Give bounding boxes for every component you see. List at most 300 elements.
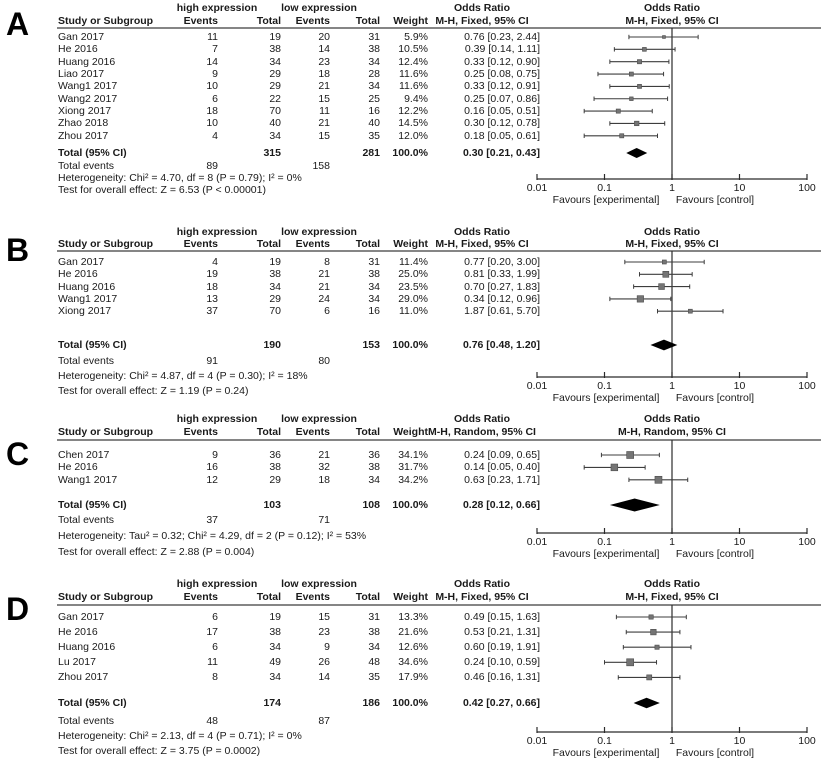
axis-tick-label: 100 — [798, 735, 816, 747]
weight-value: 11.4% — [399, 256, 428, 268]
events-low-value: 14 — [318, 43, 330, 56]
or-ci-text: 0.39 [0.14, 1.11] — [464, 43, 540, 56]
study-name: Lu 2017 — [58, 656, 96, 669]
events-low-value: 8 — [324, 256, 330, 268]
events-high-value: 7 — [212, 43, 218, 56]
or-ci-text: 0.63 [0.23, 1.71] — [464, 473, 540, 486]
total-low-total: 108 — [362, 499, 380, 511]
events-low-value: 15 — [318, 611, 330, 623]
or-ci-text: 0.77 [0.20, 3.00] — [464, 256, 540, 268]
total-high-value: 29 — [269, 80, 281, 93]
effect-size-marker — [629, 72, 633, 76]
group-header-high-expression: high expression — [176, 226, 258, 238]
weight-value: 13.3% — [398, 611, 428, 623]
effect-size-marker — [655, 476, 662, 483]
heterogeneity-text: Heterogeneity: Chi² = 2.13, df = 4 (P = 0.71); I² = 0% — [58, 730, 302, 742]
column-header-total-high: Total — [256, 591, 281, 603]
weight-value: 29.0% — [398, 292, 428, 305]
or-ci-text: 0.33 [0.12, 0.91] — [464, 80, 540, 93]
overall-effect-text: Test for overall effect: Z = 2.88 (P = 0.004) — [58, 546, 255, 558]
weight-value: 5.9% — [404, 31, 428, 43]
heterogeneity-text: Heterogeneity: Tau² = 0.32; Chi² = 4.29, df = 2 (P = 0.12); I² = 53% — [58, 530, 367, 542]
total-low-value: 34 — [368, 280, 380, 293]
events-low-value: 15 — [318, 92, 330, 105]
total-events-label: Total events — [58, 355, 115, 367]
events-high-value: 10 — [206, 80, 218, 93]
events-high-value: 11 — [207, 31, 218, 43]
total-low-value: 35 — [368, 129, 380, 142]
study-name: He 2016 — [58, 461, 98, 474]
weight-value: 10.5% — [398, 43, 428, 56]
or-ci-text: 0.25 [0.07, 0.86] — [464, 92, 540, 105]
events-high-value: 6 — [212, 92, 218, 105]
events-low-value: 21 — [318, 117, 330, 130]
events-low-value: 11 — [319, 105, 330, 118]
effect-size-marker — [627, 659, 634, 666]
study-name: Chen 2017 — [58, 449, 110, 461]
weight-value: 11.6% — [399, 68, 428, 81]
or-column-title: Odds Ratio — [453, 226, 510, 238]
total-high-value: 38 — [269, 626, 281, 639]
pooled-diamond — [610, 499, 660, 512]
total-weight: 100.0% — [392, 499, 428, 511]
group-header-low-expression: low expression — [281, 2, 357, 14]
weight-value: 34.1% — [398, 449, 428, 461]
total-high-value: 70 — [269, 305, 281, 318]
effect-size-marker — [611, 464, 618, 471]
or-ci-text: 0.76 [0.23, 2.44] — [464, 31, 540, 43]
total-low-value: 34 — [368, 641, 380, 654]
total-high-total: 190 — [263, 339, 281, 351]
total-low-value: 35 — [368, 671, 380, 684]
total-weight: 100.0% — [392, 697, 428, 709]
study-name: Huang 2016 — [58, 280, 116, 293]
weight-value: 14.5% — [398, 117, 428, 130]
or-ci-text: 0.46 [0.16, 1.31] — [464, 671, 540, 684]
events-high-value: 16 — [206, 461, 218, 474]
panel-label: A — [6, 6, 30, 42]
events-low-value: 9 — [324, 641, 330, 654]
group-header-low-expression: low expression — [281, 578, 357, 590]
or-ci-text: 0.18 [0.05, 0.61] — [464, 129, 540, 142]
column-header-events-low: Events — [295, 15, 330, 27]
total-low-value: 38 — [368, 268, 380, 281]
total-events-low: 87 — [318, 715, 330, 727]
axis-tick-label: 1 — [669, 380, 675, 392]
events-high-value: 4 — [212, 129, 218, 142]
or-ci-text: 0.81 [0.33, 1.99] — [464, 268, 540, 281]
total-low-value: 34 — [368, 80, 380, 93]
method-plot-header: M-H, Fixed, 95% CI — [625, 15, 719, 27]
study-name: He 2016 — [58, 626, 98, 639]
events-low-value: 24 — [318, 292, 330, 305]
column-header-study: Study or Subgroup — [58, 591, 154, 603]
or-ci-text: 0.24 [0.09, 0.65] — [464, 449, 540, 461]
favours-right-label: Favours [control] — [675, 747, 755, 759]
axis-tick-label: 0.1 — [597, 735, 612, 747]
total-row-label: Total (95% CI) — [58, 147, 127, 159]
total-low-total: 281 — [362, 147, 380, 159]
axis-tick-label: 0.1 — [597, 182, 612, 194]
study-name: Gan 2017 — [58, 611, 105, 623]
effect-size-marker — [659, 284, 665, 290]
column-header-events-high: Events — [183, 591, 218, 603]
axis-tick-label: 0.01 — [526, 735, 548, 747]
total-or-ci-text: 0.42 [0.27, 0.66] — [462, 697, 540, 709]
column-header-total-high: Total — [256, 426, 281, 438]
study-name: He 2016 — [58, 43, 98, 56]
total-low-value: 28 — [368, 68, 380, 81]
favours-left-label: Favours [experimental] — [552, 747, 660, 759]
axis-tick-label: 0.01 — [526, 182, 548, 194]
group-header-high-expression: high expression — [176, 578, 258, 590]
events-high-value: 9 — [212, 68, 218, 81]
axis-tick-label: 10 — [733, 735, 746, 747]
column-header-weight: Weight — [393, 426, 428, 438]
or-ci-text: 0.24 [0.10, 0.59] — [464, 656, 540, 669]
weight-value: 12.2% — [398, 105, 428, 118]
group-header-low-expression: low expression — [281, 226, 357, 238]
total-events-label: Total events — [58, 160, 115, 172]
total-low-value: 16 — [368, 105, 380, 118]
effect-size-marker — [688, 309, 692, 313]
or-ci-text: 0.25 [0.08, 0.75] — [464, 68, 540, 81]
method-plot-header: M-H, Fixed, 95% CI — [625, 238, 719, 250]
weight-value: 17.9% — [398, 671, 428, 684]
column-header-weight: Weight — [393, 15, 428, 27]
column-header-total-low: Total — [355, 426, 380, 438]
effect-size-marker — [649, 615, 653, 619]
effect-size-marker — [637, 60, 641, 64]
events-high-value: 4 — [212, 256, 218, 268]
column-header-events-high: Events — [183, 15, 218, 27]
events-low-value: 23 — [318, 55, 330, 68]
weight-value: 12.4% — [398, 55, 428, 68]
axis-tick-label: 100 — [798, 536, 816, 548]
total-or-ci-text: 0.76 [0.48, 1.20] — [462, 339, 540, 351]
total-row-label: Total (95% CI) — [58, 339, 127, 351]
study-name: Xiong 2017 — [58, 105, 112, 118]
effect-size-marker — [620, 134, 624, 138]
total-events-high: 91 — [206, 355, 218, 367]
or-ci-text: 0.33 [0.12, 0.90] — [464, 55, 540, 68]
method-plot-header: M-H, Fixed, 95% CI — [625, 591, 719, 603]
total-low-value: 34 — [368, 473, 380, 486]
or-ci-text: 1.87 [0.61, 5.70] — [464, 305, 540, 318]
column-header-events-high: Events — [183, 238, 218, 250]
group-header-high-expression: high expression — [176, 413, 258, 425]
group-header-high-expression: high expression — [176, 2, 258, 14]
events-low-value: 21 — [318, 268, 330, 281]
effect-size-marker — [616, 109, 620, 113]
study-name: Liao 2017 — [58, 68, 105, 81]
total-events-label: Total events — [58, 514, 115, 526]
events-high-value: 10 — [206, 117, 218, 130]
events-high-value: 12 — [206, 473, 218, 486]
panel-label: D — [6, 591, 30, 627]
method-column-header: M-H, Random, 95% CI — [428, 426, 536, 438]
pooled-diamond — [626, 148, 647, 158]
total-high-total: 315 — [263, 147, 281, 159]
or-column-title: Odds Ratio — [453, 2, 510, 14]
weight-value: 23.5% — [398, 280, 428, 293]
weight-value: 34.6% — [398, 656, 428, 669]
study-name: Wang1 2017 — [58, 80, 118, 93]
total-high-value: 29 — [269, 68, 281, 81]
overall-effect-text: Test for overall effect: Z = 1.19 (P = 0.24) — [58, 385, 249, 397]
events-high-value: 14 — [206, 55, 218, 68]
events-low-value: 20 — [318, 31, 330, 43]
total-row-label: Total (95% CI) — [58, 499, 127, 511]
events-low-value: 15 — [318, 129, 330, 142]
column-header-total-low: Total — [355, 238, 380, 250]
method-column-header: M-H, Fixed, 95% CI — [435, 15, 529, 27]
effect-size-marker — [637, 84, 641, 88]
total-high-value: 40 — [269, 117, 281, 130]
overall-effect-text: Test for overall effect: Z = 3.75 (P = 0.0002) — [58, 745, 261, 757]
study-name: Wang1 2017 — [58, 473, 118, 486]
axis-tick-label: 1 — [669, 182, 675, 194]
study-name: He 2016 — [58, 268, 98, 281]
study-name: Gan 2017 — [58, 31, 105, 43]
total-high-value: 19 — [269, 611, 281, 623]
weight-value: 34.2% — [398, 473, 428, 486]
total-events-label: Total events — [58, 715, 115, 727]
axis-tick-label: 1 — [669, 536, 675, 548]
weight-value: 11.0% — [399, 305, 428, 318]
total-weight: 100.0% — [392, 339, 428, 351]
total-low-total: 153 — [362, 339, 380, 351]
axis-tick-label: 10 — [733, 536, 746, 548]
events-high-value: 13 — [206, 292, 218, 305]
total-events-high: 48 — [206, 715, 218, 727]
total-low-value: 31 — [368, 611, 380, 623]
or-column-title: Odds Ratio — [453, 578, 510, 590]
total-high-value: 34 — [269, 55, 281, 68]
column-header-study: Study or Subgroup — [58, 15, 154, 27]
or-ci-text: 0.70 [0.27, 1.83] — [464, 280, 540, 293]
events-low-value: 23 — [318, 626, 330, 639]
axis-tick-label: 100 — [798, 380, 816, 392]
total-or-ci-text: 0.30 [0.21, 0.43] — [462, 147, 540, 159]
method-column-header: M-H, Fixed, 95% CI — [435, 238, 529, 250]
or-ci-text: 0.49 [0.15, 1.63] — [464, 611, 540, 623]
favours-right-label: Favours [control] — [675, 194, 755, 206]
total-low-value: 36 — [368, 449, 380, 461]
study-name: Wang1 2017 — [58, 292, 118, 305]
events-high-value: 18 — [206, 105, 218, 118]
events-high-value: 9 — [212, 449, 218, 461]
method-plot-header: M-H, Random, 95% CI — [618, 426, 726, 438]
overall-effect-text: Test for overall effect: Z = 6.53 (P < 0.00001) — [58, 184, 266, 196]
weight-value: 21.6% — [398, 626, 428, 639]
events-low-value: 6 — [324, 305, 330, 318]
effect-size-marker — [642, 47, 646, 51]
total-row-label: Total (95% CI) — [58, 697, 127, 709]
weight-value: 12.6% — [398, 641, 428, 654]
events-low-value: 21 — [318, 280, 330, 293]
events-high-value: 19 — [206, 268, 218, 281]
column-header-total-low: Total — [355, 591, 380, 603]
events-low-value: 21 — [318, 80, 330, 93]
method-column-header: M-H, Fixed, 95% CI — [435, 591, 529, 603]
axis-tick-label: 1 — [669, 735, 675, 747]
total-high-total: 103 — [263, 499, 281, 511]
events-low-value: 18 — [318, 473, 330, 486]
effect-size-marker — [627, 451, 634, 458]
column-header-study: Study or Subgroup — [58, 426, 154, 438]
weight-value: 9.4% — [404, 92, 428, 105]
effect-size-marker — [630, 97, 634, 101]
effect-size-marker — [637, 296, 643, 302]
effect-size-marker — [634, 121, 639, 126]
pooled-diamond — [650, 340, 677, 351]
column-header-events-low: Events — [295, 238, 330, 250]
total-low-value: 34 — [368, 292, 380, 305]
total-high-value: 38 — [269, 43, 281, 56]
total-high-value: 38 — [269, 268, 281, 281]
total-high-value: 49 — [269, 656, 281, 669]
effect-size-marker — [655, 645, 659, 649]
or-ci-text: 0.34 [0.12, 0.96] — [464, 292, 540, 305]
effect-size-marker — [662, 36, 665, 39]
or-ci-text: 0.53 [0.21, 1.31] — [464, 626, 540, 639]
events-high-value: 37 — [206, 305, 218, 318]
total-events-high: 37 — [206, 514, 218, 526]
effect-size-marker — [651, 629, 657, 635]
favours-left-label: Favours [experimental] — [552, 548, 660, 560]
column-header-events-high: Events — [183, 426, 218, 438]
axis-tick-label: 0.1 — [597, 380, 612, 392]
column-header-total-low: Total — [355, 15, 380, 27]
total-high-value: 29 — [269, 292, 281, 305]
or-plot-title: Odds Ratio — [643, 226, 700, 238]
events-low-value: 18 — [318, 68, 330, 81]
or-column-title: Odds Ratio — [453, 413, 510, 425]
or-ci-text: 0.60 [0.19, 1.91] — [464, 641, 540, 654]
effect-size-marker — [647, 675, 652, 680]
total-low-value: 38 — [368, 43, 380, 56]
study-name: Wang2 2017 — [58, 92, 118, 105]
panel-label: B — [6, 232, 30, 268]
total-high-value: 34 — [269, 280, 281, 293]
events-low-value: 21 — [318, 449, 330, 461]
events-high-value: 6 — [212, 641, 218, 654]
events-low-value: 14 — [318, 671, 330, 684]
axis-tick-label: 100 — [798, 182, 816, 194]
study-name: Gan 2017 — [58, 256, 105, 268]
or-plot-title: Odds Ratio — [643, 578, 700, 590]
total-low-value: 48 — [368, 656, 380, 669]
total-events-low: 71 — [318, 514, 330, 526]
total-or-ci-text: 0.28 [0.12, 0.66] — [462, 499, 540, 511]
panel-label: C — [6, 436, 30, 472]
total-weight: 100.0% — [392, 147, 428, 159]
axis-tick-label: 0.01 — [526, 380, 548, 392]
weight-value: 12.0% — [398, 129, 428, 142]
heterogeneity-text: Heterogeneity: Chi² = 4.70, df = 8 (P = 0.79); I² = 0% — [58, 172, 302, 184]
heterogeneity-text: Heterogeneity: Chi² = 4.87, df = 4 (P = 0.30); I² = 18% — [58, 370, 308, 382]
total-low-value: 25 — [368, 92, 380, 105]
or-plot-title: Odds Ratio — [643, 413, 700, 425]
study-name: Xiong 2017 — [58, 305, 112, 318]
total-high-value: 22 — [269, 92, 281, 105]
events-high-value: 18 — [206, 280, 218, 293]
column-header-events-low: Events — [295, 426, 330, 438]
or-ci-text: 0.30 [0.12, 0.78] — [464, 117, 540, 130]
axis-tick-label: 10 — [733, 380, 746, 392]
total-high-value: 38 — [269, 461, 281, 474]
total-high-value: 34 — [269, 641, 281, 654]
total-events-low: 158 — [312, 160, 330, 172]
total-high-value: 34 — [269, 671, 281, 684]
total-low-value: 38 — [368, 626, 380, 639]
axis-tick-label: 10 — [733, 182, 746, 194]
favours-right-label: Favours [control] — [675, 548, 755, 560]
column-header-study: Study or Subgroup — [58, 238, 154, 250]
events-high-value: 6 — [212, 611, 218, 623]
total-high-value: 36 — [269, 449, 281, 461]
favours-left-label: Favours [experimental] — [552, 194, 660, 206]
column-header-weight: Weight — [393, 238, 428, 250]
weight-value: 31.7% — [398, 461, 428, 474]
study-name: Zhou 2017 — [58, 671, 109, 684]
study-name: Zhao 2018 — [58, 117, 109, 130]
group-header-low-expression: low expression — [281, 413, 357, 425]
total-events-high: 89 — [206, 160, 218, 172]
events-low-value: 26 — [318, 656, 330, 669]
total-high-value: 34 — [269, 129, 281, 142]
events-high-value: 11 — [207, 656, 218, 669]
or-ci-text: 0.14 [0.05, 0.40] — [464, 461, 540, 474]
column-header-events-low: Events — [295, 591, 330, 603]
or-plot-title: Odds Ratio — [643, 2, 700, 14]
total-high-value: 19 — [269, 256, 281, 268]
study-name: Huang 2016 — [58, 641, 116, 654]
favours-right-label: Favours [control] — [675, 392, 755, 404]
weight-value: 25.0% — [398, 268, 428, 281]
column-header-total-high: Total — [256, 15, 281, 27]
total-high-value: 29 — [269, 473, 281, 486]
weight-value: 11.6% — [399, 80, 428, 93]
total-low-value: 38 — [368, 461, 380, 474]
total-low-total: 186 — [362, 697, 380, 709]
effect-size-marker — [662, 260, 666, 264]
events-high-value: 17 — [206, 626, 218, 639]
total-high-value: 70 — [269, 105, 281, 118]
total-high-value: 19 — [269, 31, 281, 43]
total-events-low: 80 — [318, 355, 330, 367]
column-header-weight: Weight — [393, 591, 428, 603]
events-high-value: 8 — [212, 671, 218, 684]
study-name: Zhou 2017 — [58, 129, 109, 142]
total-low-value: 40 — [368, 117, 380, 130]
total-high-total: 174 — [263, 697, 281, 709]
total-low-value: 34 — [368, 55, 380, 68]
pooled-diamond — [634, 698, 660, 709]
axis-tick-label: 0.01 — [526, 536, 548, 548]
events-low-value: 32 — [318, 461, 330, 474]
column-header-total-high: Total — [256, 238, 281, 250]
total-low-value: 16 — [368, 305, 380, 318]
total-low-value: 31 — [368, 256, 380, 268]
total-low-value: 31 — [368, 31, 380, 43]
favours-left-label: Favours [experimental] — [552, 392, 660, 404]
study-name: Huang 2016 — [58, 55, 116, 68]
axis-tick-label: 0.1 — [597, 536, 612, 548]
or-ci-text: 0.16 [0.05, 0.51] — [464, 105, 540, 118]
effect-size-marker — [663, 271, 669, 277]
